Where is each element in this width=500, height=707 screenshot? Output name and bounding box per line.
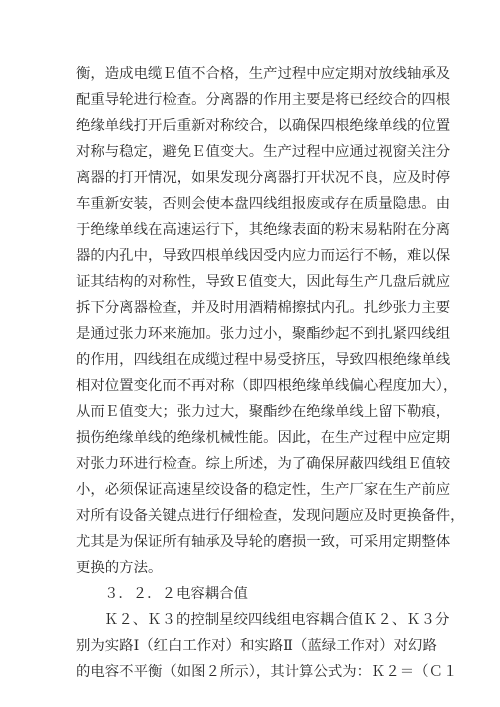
- text-line: 车重新安装，否则会使本盘四线组报废或存在质量隐患。由: [76, 196, 451, 212]
- text-line: 的作用，四线组在成缆过程中易受挤压，导致四根绝缘单线: [76, 352, 451, 368]
- text-line: Ｋ２、Ｋ３的控制星绞四线组电容耦合值Ｋ２、Ｋ３分: [104, 612, 450, 628]
- text-line: 拆下分离器检查，并及时用酒精棉擦拭内孔。扎纱张力主要: [76, 300, 451, 316]
- text-line: 于绝缘单线在高速运行下，其绝缘表面的粉末易粘附在分离: [76, 222, 451, 238]
- text-line: 离器的打开情况，如果发现分离器打开状况不良，应及时停: [76, 170, 451, 186]
- text-line: 别为实路Ⅰ（红白工作对）和实路Ⅱ（蓝绿工作对）对幻路: [76, 638, 437, 654]
- text-line: 对称与稳定，避免Ｅ值变大。生产过程中应通过视窗关注分: [76, 144, 451, 160]
- text-line: 器的内孔中，导致四根单线因受内应力而运行不畅，难以保: [76, 248, 451, 264]
- text-line: 配重导轮进行检查。分离器的作用主要是将已经绞合的四根: [76, 92, 451, 108]
- text-line: 损伤绝缘单线的绝缘机械性能。因此，在生产过程中应定期: [76, 430, 451, 446]
- text-line: 是通过张力环来施加。张力过小，聚酯纱起不到扎紧四线组: [76, 326, 451, 342]
- text-line: 更换的方法。: [76, 560, 163, 576]
- text-line: 对所有设备关键点进行仔细检查，发现问题应及时更换备件，: [76, 508, 465, 524]
- section-heading: ３．２．２电容耦合值: [104, 586, 248, 602]
- text-line: 相对位置变化而不再对称（即四根绝缘单线偏心程度加大），: [76, 378, 458, 394]
- text-line: 尤其是为保证所有轴承及导轮的磨损一致，可采用定期整体: [76, 534, 451, 550]
- text-line: 的电容不平衡（如图２所示），其计算公式为：Ｋ２＝（Ｃ１: [76, 664, 458, 680]
- text-line: 证其结构的对称性，导致Ｅ值变大，因此每生产几盘后就应: [76, 274, 451, 290]
- text-line: 从而Ｅ值变大；张力过大，聚酯纱在绝缘单线上留下勒痕，: [76, 404, 451, 420]
- text-line: 对张力环进行检查。综上所述，为了确保屏蔽四线组Ｅ值较: [76, 456, 451, 472]
- text-line: 小，必须保证高速星绞设备的稳定性，生产厂家在生产前应: [76, 482, 451, 498]
- text-line: 衡，造成电缆Ｅ值不合格，生产过程中应定期对放线轴承及: [76, 66, 451, 82]
- text-line: 绝缘单线打开后重新对称绞合，以确保四根绝缘单线的位置: [76, 118, 451, 134]
